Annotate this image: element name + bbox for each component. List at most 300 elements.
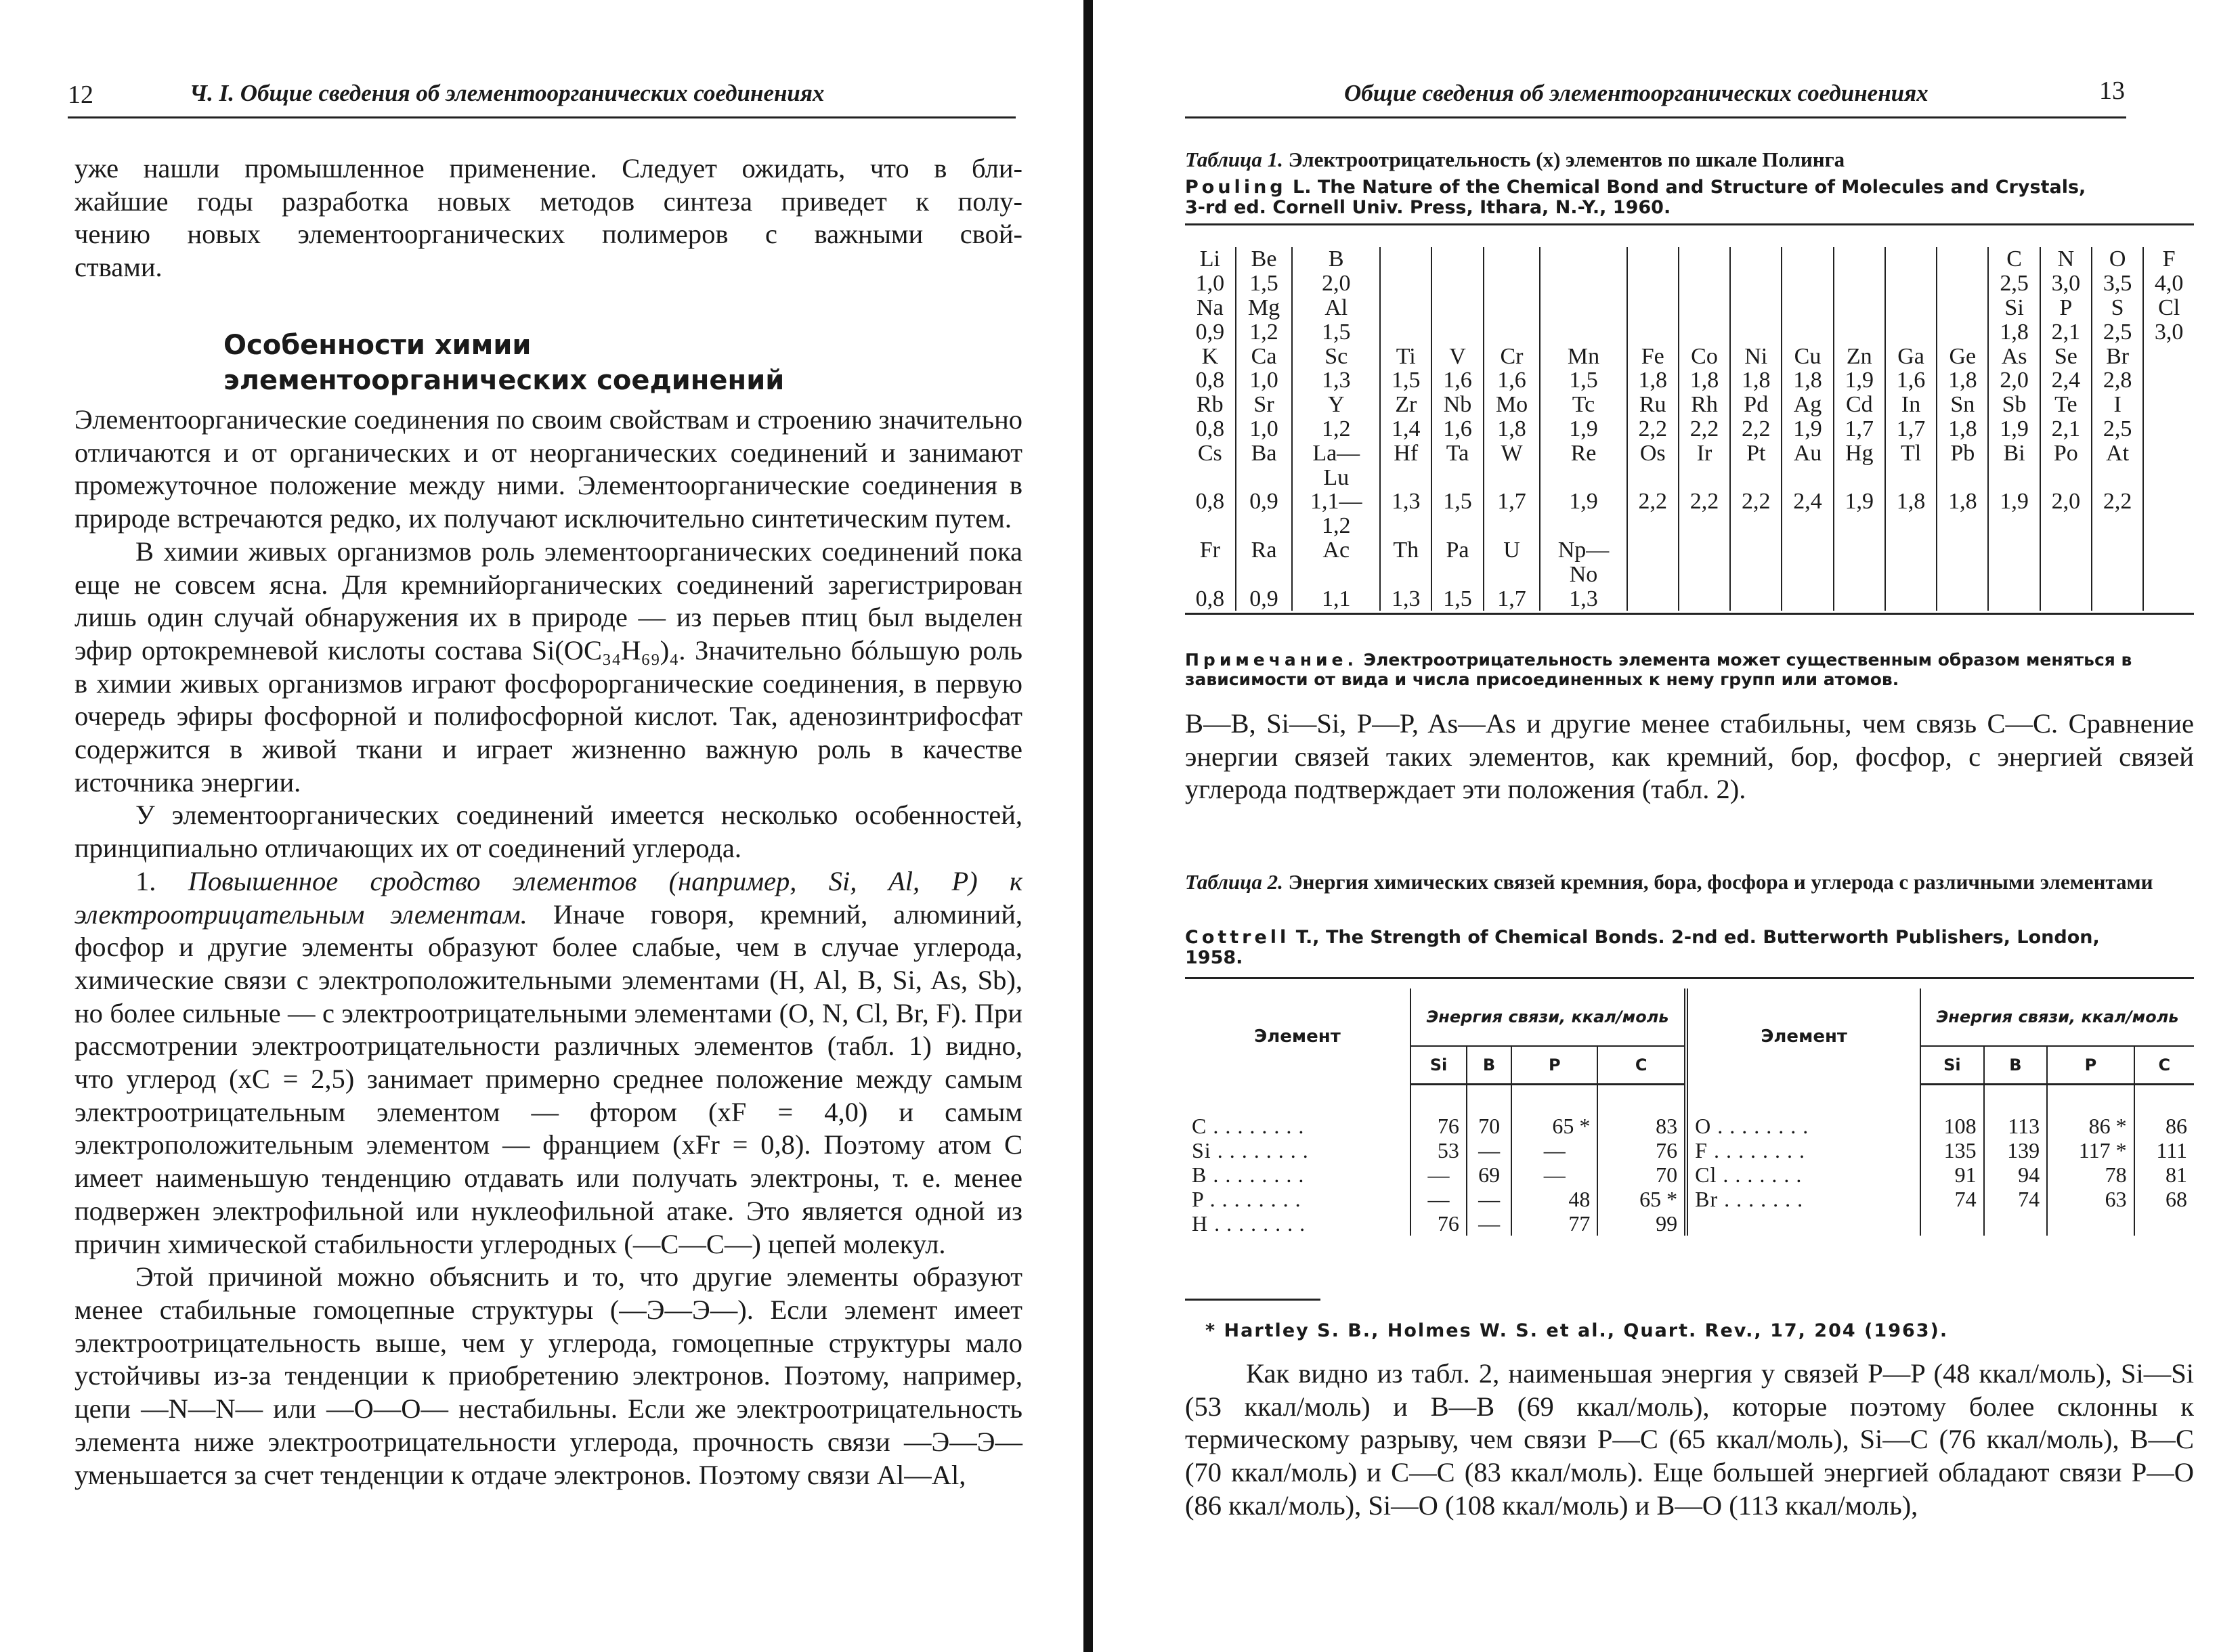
table-cell: Mo [1484, 393, 1541, 417]
value-cell: 68 [2134, 1187, 2194, 1211]
table-cell: 0,9 [1236, 490, 1293, 514]
table-cell: 1,8 [1627, 368, 1679, 393]
table-cell: Sc [1292, 344, 1380, 368]
table-cell: 2,5 [2092, 417, 2143, 441]
element-cell: F . . . . . . . . [1686, 1138, 1920, 1162]
footnote-authors: * Hartley S. B., Holmes W. S. [1205, 1320, 1538, 1341]
table-cell: 1,5 [1431, 586, 1483, 611]
sub-header: P [1511, 1046, 1597, 1085]
table1-top-rule [1185, 223, 2194, 225]
table-cell: Np— [1540, 538, 1626, 563]
table-cell: Se [2040, 344, 2092, 368]
table-row [1185, 271, 2194, 296]
table-row [1185, 320, 2194, 344]
table-cell [1937, 586, 1988, 611]
value-cell: 135 [1920, 1138, 1984, 1162]
table-cell: Si [1988, 296, 2040, 320]
table-cell: 1,5 [1292, 320, 1380, 344]
table-cell: 4,0 [2143, 271, 2194, 296]
table-cell: 1,9 [1540, 417, 1626, 441]
table-cell [1431, 296, 1483, 320]
table-cell [1730, 465, 1782, 490]
table-cell: 1,6 [1484, 368, 1541, 393]
table-cell: 1,7 [1834, 417, 1885, 441]
table-cell [2092, 538, 2143, 563]
page-number: 13 [2099, 77, 2125, 105]
table-cell [1540, 271, 1626, 296]
table-cell: 0,8 [1195, 586, 1225, 611]
table-cell [1937, 320, 1988, 344]
table-cell [1380, 562, 1431, 586]
table-cell: 1,8 [1937, 417, 1988, 441]
table-cell [1988, 586, 2040, 611]
table-cell [1885, 465, 1937, 490]
table-cell: 2,2 [1730, 417, 1782, 441]
table-row [1185, 441, 2194, 465]
table-cell [2143, 538, 2194, 563]
table-cell [1937, 538, 1988, 563]
table-cell [1937, 296, 1988, 320]
table-cell: 2,5 [2092, 320, 2143, 344]
table-cell: Pd [1730, 393, 1782, 417]
table-cell [1782, 247, 1833, 271]
table-cell [1679, 514, 1730, 538]
table-cell [1730, 538, 1782, 563]
table-cell [1782, 296, 1833, 320]
table-cell: 1,0 [1195, 271, 1225, 297]
value-cell: 74 [1984, 1187, 2048, 1211]
value-cell: — [1511, 1138, 1597, 1162]
table-cell [1380, 320, 1431, 344]
table-cell [1782, 320, 1833, 344]
source-author: Pouling [1185, 177, 1287, 198]
table-cell [1484, 562, 1541, 586]
table-cell [1730, 296, 1782, 320]
table-cell: 1,8 [1937, 368, 1988, 393]
table-cell: Ac [1292, 538, 1380, 563]
table-cell [1236, 562, 1293, 586]
source-line: 1958. [1185, 947, 1243, 968]
table-row [1185, 1187, 2194, 1211]
element-cell: O . . . . . . . . [1686, 1114, 1920, 1138]
table-cell [1431, 562, 1483, 586]
sub-header: Si [1410, 1046, 1467, 1085]
table-row [1185, 247, 2194, 271]
table-cell: In [1885, 393, 1937, 417]
table-cell: As [1988, 344, 2040, 368]
book-spine [1070, 0, 1104, 1652]
table-cell: N [2040, 247, 2092, 271]
table-cell: 1,8 [1679, 368, 1730, 393]
table-cell [1782, 586, 1833, 611]
table-cell: 0,9 [1195, 319, 1225, 345]
paragraph: Элементоорганические соединения по своим свойствам и строению значительно отличаются и от органических и от неорганических соединений и занимают промежуточное положение между ними. Элементоорганические соединения в природе встречаются редко, их получают исключительно синтетическим путем. [74, 404, 1022, 534]
table-cell: Bi [1988, 441, 2040, 465]
table-cell: 1,3 [1380, 586, 1431, 611]
table-cell [2040, 514, 2092, 538]
table-cell: Ti [1380, 344, 1431, 368]
table-cell [1834, 514, 1885, 538]
table-cell: P [2040, 296, 2092, 320]
table-cell: Re [1540, 441, 1626, 465]
table-cell [1834, 538, 1885, 563]
table-cell [1885, 247, 1937, 271]
table-cell: U [1484, 538, 1541, 563]
value-cell: 83 [1597, 1114, 1686, 1138]
table-cell [1679, 562, 1730, 586]
table1-bottom-rule [1185, 613, 2194, 615]
italic-statement: Повышенное сродство элементов (например, Si, Al, P) к электроотрицательным элементам. [74, 865, 1023, 930]
element-cell: Cl . . . . . . . [1686, 1162, 1920, 1187]
table-cell: 1,6 [1431, 368, 1483, 393]
table-cell [1937, 271, 1988, 296]
table-cell [1431, 320, 1483, 344]
table-cell: 1,8 [1730, 368, 1782, 393]
table-cell [1185, 465, 1236, 490]
table-cell: Cl [2143, 296, 2194, 320]
sub-header: C [2134, 1046, 2194, 1085]
table-cell: 1,7 [1484, 490, 1541, 514]
table-cell [1380, 271, 1431, 296]
table-cell [1679, 271, 1730, 296]
table-cell: Po [2040, 441, 2092, 465]
table-cell [2040, 538, 2092, 563]
table-cell: 2,1 [2040, 320, 2092, 344]
paragraph: Этой причиной можно объяснить и то, что другие элементы образуют менее стабильные гомоцепные структуры (—Э—Э—). Если элемент имеет электроотрицательность выше, чем у углерода, гомоцепные структуры мало устойчивы из-за тенденции к приобретению электронов. Поэтому, например, цепи —N—N— или —O—O— нестабильны. Если же электроотрицательность элемента ниже электроотрицательности углерода, прочность связи —Э—Э— уменьшается за счет тенденции к отдаче электронов. Поэтому связи Al—Al, [74, 1261, 1022, 1490]
table1-caption [1185, 148, 1845, 172]
table-cell: Co [1679, 344, 1730, 368]
source-line: T., The Strength of Chemical Bonds. 2-nd ed. Butterworth Publishers, London, [1289, 927, 2100, 948]
table-cell [2092, 514, 2143, 538]
element-cell: Si . . . . . . . . [1192, 1137, 1309, 1162]
table-cell [2143, 441, 2194, 465]
value-cell: 78 [2047, 1162, 2134, 1187]
table-cell [1236, 465, 1293, 490]
intro-line: чению новых элементоорганических полимеров с важными свой- [74, 219, 1022, 250]
table-cell: Fr [1199, 537, 1220, 563]
value-cell: 81 [2134, 1162, 2194, 1187]
left-page [0, 0, 1083, 1652]
table-cell [1380, 514, 1431, 538]
table-cell [1185, 514, 1236, 538]
paragraph: В химии живых организмов роль элементоорганических соединений пока еще не совсем ясна. Для кремнийорганических соединений зарегистрирован лишь один случай обнаружения их в природе — из перьев птиц был выделен эфир ортокремневой кислоты состава Si(OC₃₄H₆₉)₄. Значительно бóльшую роль в химии живых организмов играют фосфорорганические соединения, в первую очередь эфиры фосфорной и полифосфорной кислот. Так, аденозинтрифосфат содержится в живой ткани и играет жизненно важную роль в качестве источника энергии. [74, 536, 1022, 798]
footnote-rule [1185, 1299, 1320, 1301]
empty-cell [1984, 1211, 2048, 1236]
table-cell: 0,8 [1195, 416, 1225, 441]
value-cell: 139 [1984, 1138, 2048, 1162]
table-cell: Ir [1679, 441, 1730, 465]
table-cell: Th [1380, 538, 1431, 563]
table-cell: Cs [1197, 440, 1222, 466]
table-cell: Sr [1236, 393, 1293, 417]
value-cell: 99 [1597, 1211, 1686, 1236]
table-cell: Ni [1730, 344, 1782, 368]
table-cell: Nb [1431, 393, 1483, 417]
note-text: Электроотрицательность элемента может существенным образом меняться в зависимости от вида и числа присоединенных к нему групп или атомов. [1185, 650, 2132, 689]
table-cell: Al [1292, 296, 1380, 320]
table-cell [2092, 562, 2143, 586]
running-head: Общие сведения об элементоорганических соединениях [1344, 80, 1929, 106]
value-cell: 111 [2134, 1138, 2194, 1162]
table-cell [1834, 465, 1885, 490]
table-cell: 1,2 [1292, 417, 1380, 441]
table-cell [1885, 538, 1937, 563]
table-cell [1834, 562, 1885, 586]
value-cell: 48 [1511, 1187, 1597, 1211]
table-cell: Cd [1834, 393, 1885, 417]
empty-cell [2134, 1211, 2194, 1236]
caption-label: Таблица 1. [1185, 148, 1283, 171]
table-cell: 1,6 [1431, 417, 1483, 441]
table-cell: K [1201, 343, 1219, 369]
table-cell [1834, 296, 1885, 320]
value-cell: 69 [1467, 1162, 1511, 1187]
table-cell: F [2143, 247, 2194, 271]
table-cell: 2,2 [1627, 417, 1679, 441]
table-cell: 0,8 [1195, 368, 1225, 393]
table-cell: Pb [1937, 441, 1988, 465]
table-cell: Li [1199, 246, 1220, 272]
table-cell: 2,1 [2040, 417, 2092, 441]
element-cell: C . . . . . . . . [1192, 1113, 1305, 1138]
table-cell [1782, 271, 1833, 296]
table-cell [1730, 247, 1782, 271]
table-cell: Mg [1236, 296, 1293, 320]
value-cell: 70 [1597, 1162, 1686, 1187]
table-cell: Te [2040, 393, 2092, 417]
table-cell: Zn [1834, 344, 1885, 368]
column-header-energy: Энергия связи, ккал/моль [1410, 988, 1686, 1046]
table-cell: Y [1292, 393, 1380, 417]
table-cell [1540, 465, 1626, 490]
table-cell: Ga [1885, 344, 1937, 368]
table-cell: V [1431, 344, 1483, 368]
value-cell: 108 [1920, 1114, 1984, 1138]
table-row [1185, 1114, 2194, 1138]
value-cell: 86 [2134, 1114, 2194, 1138]
table-cell: 1,2 [1292, 514, 1380, 538]
table-cell: Os [1627, 441, 1679, 465]
table-cell [1885, 562, 1937, 586]
table-cell [1834, 247, 1885, 271]
table-cell: 1,8 [1885, 490, 1937, 514]
table-cell: C [1988, 247, 2040, 271]
table-cell: 3,0 [2143, 320, 2194, 344]
element-cell: H . . . . . . . . [1192, 1211, 1306, 1236]
table-cell [1484, 320, 1541, 344]
table-cell [1988, 562, 2040, 586]
table-row [1185, 562, 2194, 586]
table-cell [1730, 586, 1782, 611]
intro-line: ствами. [74, 252, 163, 283]
value-cell: 65 * [1511, 1114, 1597, 1138]
table-cell: 1,8 [1484, 417, 1541, 441]
table-cell: 2,4 [2040, 368, 2092, 393]
table-cell: Pt [1730, 441, 1782, 465]
table-cell [1730, 514, 1782, 538]
table-cell: 2,2 [1627, 490, 1679, 514]
table-cell: 1,4 [1380, 417, 1431, 441]
table-cell [1484, 465, 1541, 490]
table-cell: Ba [1236, 441, 1293, 465]
table-cell [1730, 562, 1782, 586]
table-cell: 1,6 [1885, 368, 1937, 393]
table-cell: 1,8 [1782, 368, 1833, 393]
electronegativity-table [1185, 247, 2194, 611]
table-cell: Lu [1292, 465, 1380, 490]
table-cell: 1,2 [1236, 320, 1293, 344]
table-cell [1885, 296, 1937, 320]
value-cell: 76 [1410, 1114, 1467, 1138]
table-cell [1679, 538, 1730, 563]
table-cell: Ra [1236, 538, 1293, 563]
table2-caption [1185, 870, 2194, 894]
table-cell [1988, 514, 2040, 538]
table-cell [2143, 586, 2194, 611]
table-cell [1782, 562, 1833, 586]
table-cell [2143, 562, 2194, 586]
table-cell: 2,4 [1782, 490, 1833, 514]
table-cell: 1,7 [1885, 417, 1937, 441]
table-cell [2040, 465, 2092, 490]
value-cell: — [1467, 1187, 1511, 1211]
table-cell: 1,9 [1540, 490, 1626, 514]
table-cell: 1,9 [1988, 490, 2040, 514]
table-cell: 1,0 [1236, 417, 1293, 441]
right-body-text-top [1185, 708, 2194, 806]
sub-header: C [1597, 1046, 1686, 1085]
table-cell [1627, 247, 1679, 271]
table-cell: Ag [1782, 393, 1833, 417]
table-cell [1730, 320, 1782, 344]
table-cell: Br [2092, 344, 2143, 368]
element-cell: B . . . . . . . . [1192, 1162, 1305, 1187]
table-cell [2040, 562, 2092, 586]
table-cell [1782, 465, 1833, 490]
table-cell: 2,2 [1679, 417, 1730, 441]
table-cell [1834, 586, 1885, 611]
element-cell: Br . . . . . . . [1686, 1187, 1920, 1211]
table-cell [1627, 538, 1679, 563]
value-cell: 63 [2047, 1187, 2134, 1211]
table-row [1185, 417, 2194, 441]
table-cell [2040, 586, 2092, 611]
table-cell [1484, 271, 1541, 296]
intro-line: уже нашли промышленное применение. Следует ожидать, что в бли- [74, 153, 1022, 183]
value-cell: 91 [1920, 1162, 1984, 1187]
table-cell: 1,5 [1431, 490, 1483, 514]
table-cell: 0,9 [1236, 586, 1293, 611]
value-cell: — [1467, 1138, 1511, 1162]
table-cell [2143, 465, 2194, 490]
table-cell: 1,5 [1380, 368, 1431, 393]
table-cell [1431, 247, 1483, 271]
empty-cell [1920, 1211, 1984, 1236]
bond-energy-table [1185, 988, 2194, 1236]
table-cell: At [2092, 441, 2143, 465]
value-cell: 76 [1597, 1138, 1686, 1162]
table-cell [1937, 465, 1988, 490]
table-cell: 3,0 [2040, 271, 2092, 296]
table-cell: S [2092, 296, 2143, 320]
table-cell [1540, 320, 1626, 344]
value-cell: 70 [1467, 1114, 1511, 1138]
table-cell [1627, 514, 1679, 538]
table-cell: B [1292, 247, 1380, 271]
table-cell [1730, 271, 1782, 296]
value-cell: 77 [1511, 1211, 1597, 1236]
empty-cell [1686, 1211, 1920, 1236]
table-cell: 1,5 [1540, 368, 1626, 393]
section-heading [223, 328, 784, 398]
running-head: Ч. I. Общие сведения об элементоорганических соединениях [190, 80, 825, 106]
value-cell: — [1467, 1211, 1511, 1236]
table-cell [1484, 514, 1541, 538]
paragraph: У элементоорганических соединений имеется несколько особенностей, принципиально отличающих их от соединений углерода. [74, 800, 1022, 864]
table-cell [1937, 247, 1988, 271]
sub-header: P [2047, 1046, 2134, 1085]
table-cell [1627, 320, 1679, 344]
table-cell: Rb [1197, 392, 1224, 418]
table-cell [1431, 271, 1483, 296]
table-cell [2092, 586, 2143, 611]
right-page [1104, 0, 2219, 1652]
table-cell: 1,9 [1834, 490, 1885, 514]
value-cell: — [1511, 1162, 1597, 1187]
value-cell: 76 [1410, 1211, 1467, 1236]
table-cell [1627, 296, 1679, 320]
table-cell: Ru [1627, 393, 1679, 417]
element-cell: P . . . . . . . . [1192, 1186, 1301, 1211]
table-cell [1431, 514, 1483, 538]
table-cell [1937, 562, 1988, 586]
table-row [1185, 1211, 2194, 1236]
table-cell: 3,5 [2092, 271, 2143, 296]
table-cell: Be [1236, 247, 1293, 271]
table-cell: O [2092, 247, 2143, 271]
table-cell: 1,0 [1236, 368, 1293, 393]
table-cell: 1,1— [1292, 490, 1380, 514]
table-cell [1885, 586, 1937, 611]
column-header-energy: Энергия связи, ккал/моль [1920, 988, 2194, 1046]
table-cell [1484, 247, 1541, 271]
value-cell: 65 * [1597, 1187, 1686, 1211]
table-cell: La— [1292, 441, 1380, 465]
table-row [1185, 490, 2194, 514]
table-cell [1627, 586, 1679, 611]
list-number: 1. [135, 865, 188, 896]
table-cell: Zr [1380, 393, 1431, 417]
table-row [1185, 586, 2194, 611]
table-cell: 1,1 [1292, 586, 1380, 611]
table-cell [1885, 271, 1937, 296]
table-cell: 2,2 [1679, 490, 1730, 514]
table-cell: 2,5 [1988, 271, 2040, 296]
table-cell: 2,0 [2040, 490, 2092, 514]
table-cell: Au [1782, 441, 1833, 465]
table-cell [1782, 538, 1833, 563]
table-cell: 1,3 [1540, 586, 1626, 611]
table1-source [1185, 177, 2194, 218]
table-cell: No [1540, 562, 1626, 586]
table-row [1185, 465, 2194, 490]
table-cell: Ge [1937, 344, 1988, 368]
table-cell [1236, 514, 1293, 538]
table-cell [1782, 514, 1833, 538]
table-cell: 2,0 [1292, 271, 1380, 296]
table-cell [1679, 586, 1730, 611]
table-row [1185, 296, 2194, 320]
